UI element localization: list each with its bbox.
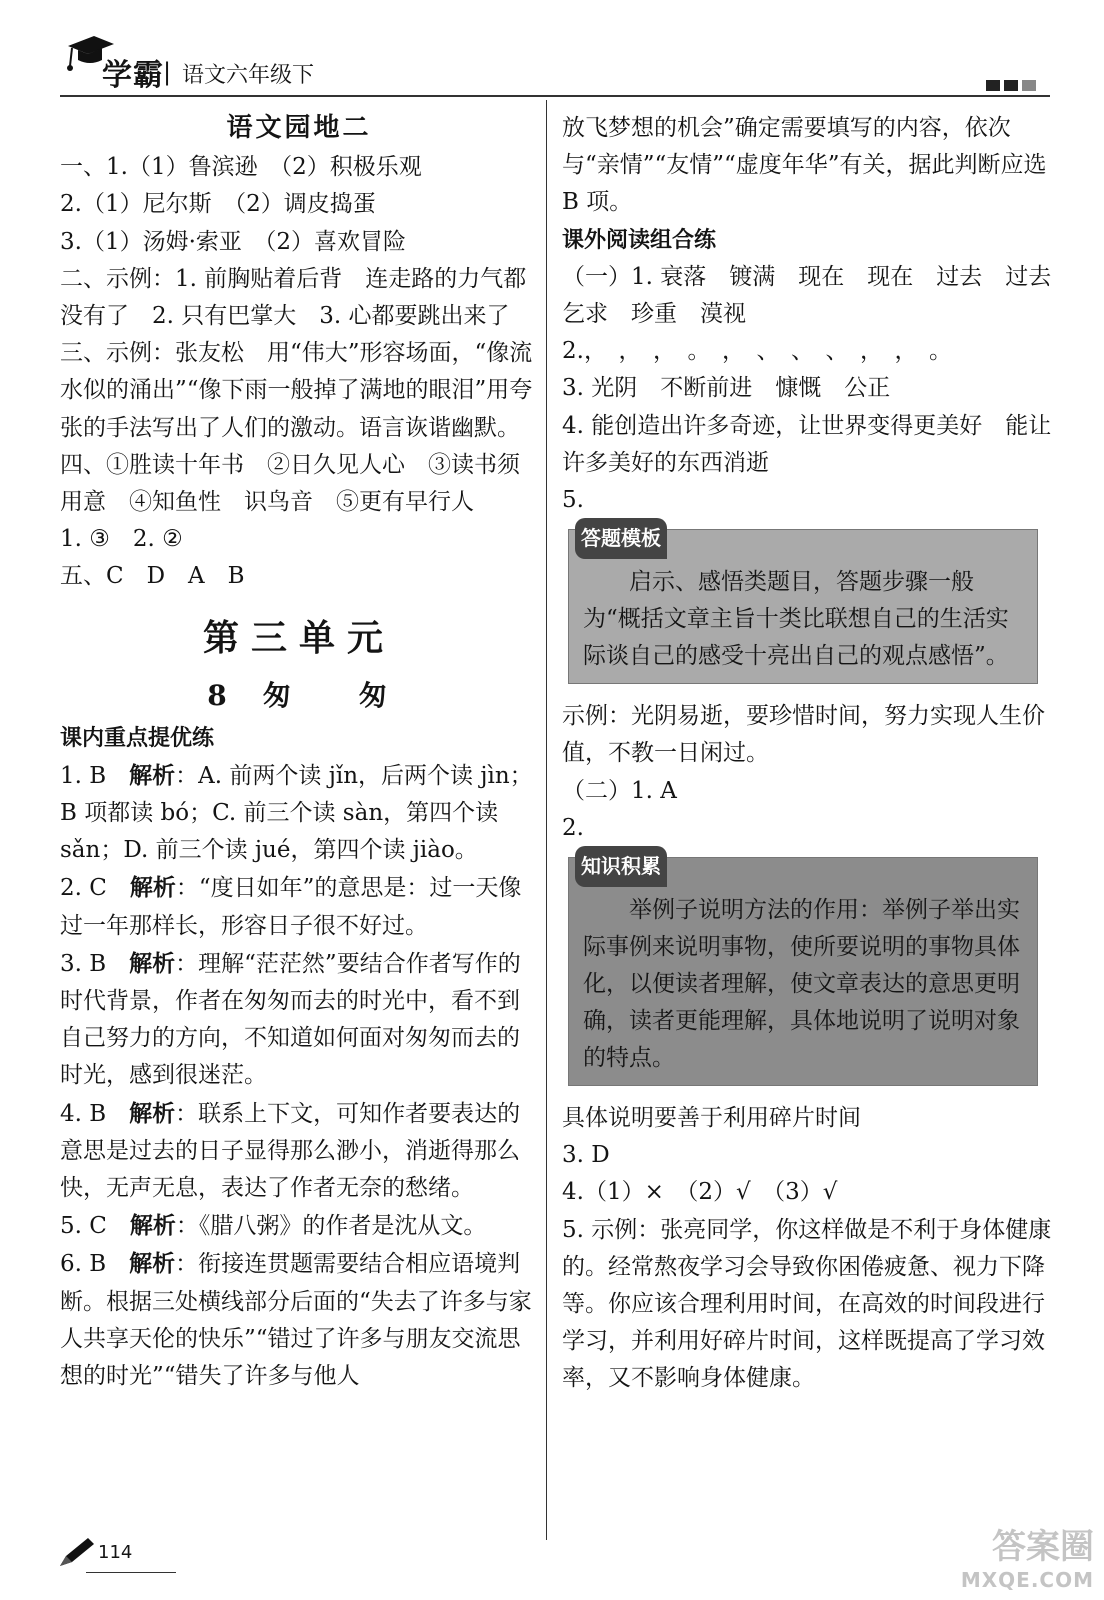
answer-number: 5. C bbox=[60, 1213, 107, 1240]
answer-line: 2. bbox=[562, 814, 584, 841]
answer-template-box bbox=[568, 526, 1038, 684]
answer-text: ：联系上下文，可知作者要表达的意思是过去的日子显得那么渺小，消逝得那么快，无声无息，表达了作者无奈的愁绪。 bbox=[60, 1100, 521, 1202]
page-number: 114 bbox=[98, 1542, 133, 1563]
analysis-label: 解析 bbox=[129, 1250, 176, 1278]
brand-separator: | bbox=[163, 58, 172, 86]
answer-number: 1. B bbox=[60, 762, 107, 789]
answer-line: 二、示例：1. 前胸贴着后背 连走路的力气都没有了 2. 只有巴掌大 3. 心都要跳出来了 bbox=[60, 265, 527, 330]
answer-number: 4. B bbox=[60, 1100, 107, 1127]
answer-line: 3. D bbox=[562, 1142, 610, 1169]
answer-text: ：A. 前两个读 jǐn，后两个读 jìn；B 项都读 bó；C. 前三个读 sàn，第四个读 sǎn；D. 前三个读 jué，第四个读 jiào。 bbox=[60, 762, 533, 864]
knowledge-box bbox=[568, 854, 1038, 1086]
answer-line: 具体说明要善于利用碎片时间 bbox=[562, 1105, 861, 1132]
answer-line: （二）1. A bbox=[562, 777, 677, 804]
analysis-label: 解析 bbox=[129, 874, 176, 902]
answer-item bbox=[60, 757, 538, 870]
header-rule bbox=[60, 95, 1050, 97]
answer-line: 五、C D A B bbox=[60, 563, 245, 590]
answer-line: 四、①胜读十年书 ②日久见人心 ③读书须用意 ④知鱼性 识鸟音 ⑤更有早行人 bbox=[60, 451, 520, 516]
answer-text: ：理解“茫茫然”要结合作者写作的时代背景，作者在匆匆而去的时光中，看不到自己努力的方向，不知道如何面对匆匆而去的时光，感到很迷茫。 bbox=[60, 950, 521, 1089]
answer-template-label: 答题模板 bbox=[575, 518, 667, 559]
answer-text: ：衔接连贯题需要结合相应语境判断。根据三处横线部分后面的“失去了许多与家人共享天伦的快乐”“错过了许多与朋友交流思想的时光”“错失了许多与他人 bbox=[60, 1251, 532, 1390]
answer-text: ：“度日如年”的意思是：过一天像过一年那样长，形容日子很不好过。 bbox=[60, 875, 522, 939]
analysis-label: 解析 bbox=[129, 1212, 176, 1240]
analysis-label: 解析 bbox=[129, 1099, 176, 1127]
answer-line: 5. 示例：张亮同学，你这样做是不利于身体健康的。经常熬夜学习会导致你困倦疲惫、视力下降等。你应该合理利用时间，在高效的时间段进行学习，并利用好碎片时间，这样既提高了学习效率，又不影响身体健康。 bbox=[562, 1216, 1052, 1392]
answer-line: 3.（1）汤姆·索亚 （2）喜欢冒险 bbox=[60, 228, 407, 255]
subject-label: 语文六年级下 bbox=[182, 63, 315, 88]
watermark-title: 答案圈 bbox=[992, 1527, 1094, 1567]
answer-item bbox=[60, 1095, 538, 1208]
watermark bbox=[961, 1519, 1094, 1592]
header-squares-decoration bbox=[986, 80, 1036, 91]
section-title: 语文园地二 bbox=[226, 113, 372, 143]
answer-line: 4.（1）× （2）√ （3）√ bbox=[562, 1179, 838, 1206]
pencil-icon bbox=[56, 1536, 96, 1570]
answer-line: 一、1.（1）鲁滨逊 （2）积极乐观 bbox=[60, 154, 422, 181]
answer-item bbox=[60, 1245, 538, 1395]
continuation-text: 放飞梦想的机会”确定需要填写的内容，依次与“亲情”“友情”“虚度年华”有关，据此判断应选 B 项。 bbox=[562, 115, 1047, 216]
watermark-url: MXQE.COM bbox=[960, 1568, 1094, 1592]
answer-line: 5. bbox=[562, 487, 584, 514]
subheading: 课内重点提优练 bbox=[60, 725, 215, 751]
knowledge-label: 知识积累 bbox=[575, 846, 667, 887]
column-divider bbox=[546, 100, 547, 1540]
answer-number: 2. C bbox=[60, 875, 107, 902]
knowledge-text: 举例子说明方法的作用：举例子举出实际事例来说明事物，使所要说明的事物具体化，以便读者理解，使文章表达的意思更明确，读者更能理解，具体地说明了说明对象的特点。 bbox=[583, 897, 1020, 1072]
answer-template-text: 启示、感悟类题目，答题步骤一般为“概括文章主旨十类比联想自己的生活实际谈自己的感受十亮出自己的观点感悟”。 bbox=[583, 569, 1009, 670]
answer-text: ：《腊八粥》的作者是沈从文。 bbox=[175, 1213, 487, 1240]
answer-line: 1. ③ 2. ② bbox=[60, 526, 183, 553]
right-column bbox=[562, 110, 1075, 1398]
brand-name: 学霸 bbox=[102, 58, 164, 93]
answer-line: 3. 光阴 不断前进 慷慨 公正 bbox=[562, 375, 891, 402]
answer-line: 4. 能创造出许多奇迹，让世界变得更美好 能让许多美好的东西消逝 bbox=[562, 412, 1052, 476]
answer-line: 2.， ， ， 。 ， 、 、 、 ， ， 。 bbox=[562, 338, 952, 365]
answer-item bbox=[60, 1207, 538, 1245]
answer-line: 三、示例：张友松 用“伟大”形容场面，“像流水似的涌出”“像下雨一般掉了满地的眼泪”用夸张的手法写出了人们的激动。语言诙谐幽默。 bbox=[60, 340, 533, 441]
lesson-title: 8 匆 匆 bbox=[207, 678, 391, 712]
subheading: 课外阅读组合练 bbox=[562, 227, 717, 253]
answer-line: 示例：光阴易逝，要珍惜时间，努力实现人生价值，不教一日闲过。 bbox=[562, 703, 1045, 767]
analysis-label: 解析 bbox=[129, 949, 176, 977]
answer-line: （一）1. 衰落 镀满 现在 现在 过去 过去 乞求 珍重 漠视 bbox=[562, 263, 1075, 328]
answer-item bbox=[60, 869, 538, 944]
footer-rule bbox=[86, 1572, 176, 1573]
analysis-label: 解析 bbox=[129, 761, 176, 789]
page-header bbox=[60, 28, 1050, 98]
answer-number: 3. B bbox=[60, 950, 107, 977]
answer-line: 2.（1）尼尔斯 （2）调皮捣蛋 bbox=[60, 191, 376, 218]
left-column bbox=[60, 110, 538, 1395]
answer-number: 6. B bbox=[60, 1251, 107, 1278]
answer-item bbox=[60, 945, 538, 1095]
unit-title: 第三单元 bbox=[202, 616, 395, 659]
